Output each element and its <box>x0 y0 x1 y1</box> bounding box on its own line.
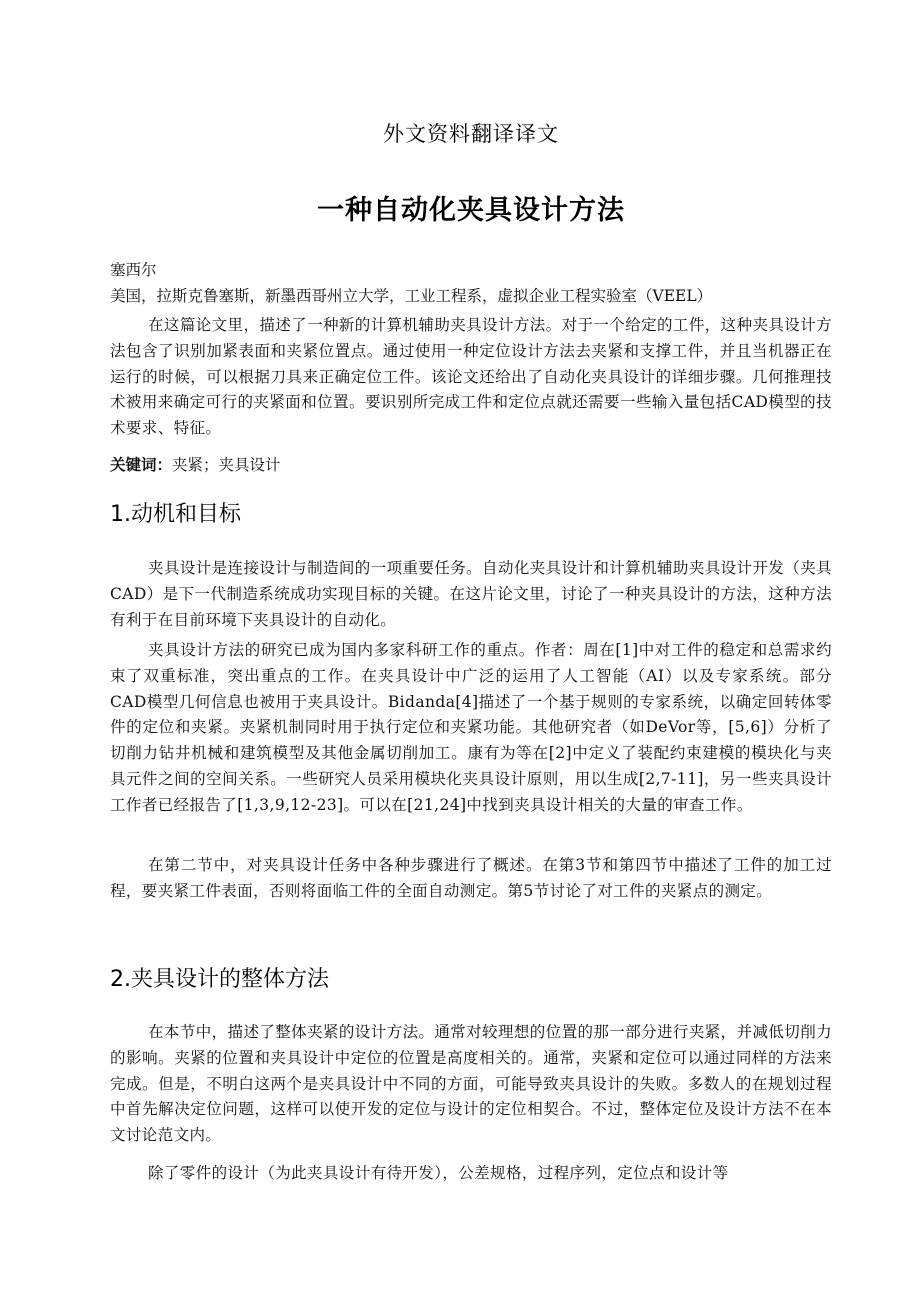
body-paragraph: 夹具设计是连接设计与制造间的一项重要任务。自动化夹具设计和计算机辅助夹具设计开发（夹具CAD）是下一代制造系统成功实现目标的关键。在这片论文里，讨论了一种夹具设计的方法，这种方法有利于在目前环境下夹具设计的自动化。 <box>110 559 832 629</box>
paper-title: 一种自动化夹具设计方法 <box>317 195 625 226</box>
keywords-value: 夹紧；夹具设计 <box>172 456 281 474</box>
body-paragraph: 在本节中，描述了整体夹紧的设计方法。通常对较理想的位置的那一部分进行夹紧，并减低切削力的影响。夹紧的位置和夹具设计中定位的位置是高度相关的。通常，夹紧和定位可以通过同样的方法来完成。但是，不明白这两个是夹具设计中不同的方面，可能导致夹具设计的失败。多数人的在规划过程中首先解决定位问题，这样可以使开发的定位与设计的定位相契合。不过，整体定位及设计方法不在本文讨论范文内。 <box>110 1023 832 1145</box>
author-name: 塞西尔 <box>110 261 157 279</box>
document-label: 外文资料翻译译文 <box>383 122 559 146</box>
body-paragraph: 在第二节中，对夹具设计任务中各种步骤进行了概述。在第3节和第四节中描述了工件的加工过程，要夹紧工件表面，否则将面临工件的全面自动测定。第5节讨论了对工件的夹紧点的测定。 <box>110 856 832 900</box>
keywords-label: 关键词： <box>110 456 173 474</box>
body-paragraph: 除了零件的设计（为此夹具设计有待开发），公差规格，过程序列，定位点和设计等 <box>148 1164 729 1182</box>
section-heading: 1.动机和目标 <box>110 502 241 527</box>
author-affiliation: 美国，拉斯克鲁塞斯，新墨西哥州立大学，工业工程系，虚拟企业工程实验室（VEEL） <box>110 287 713 305</box>
section-heading: 2.夹具设计的整体方法 <box>110 967 329 992</box>
keywords-line <box>110 455 281 475</box>
body-paragraph: 夹具设计方法的研究已成为国内多家科研工作的重点。作者：周在[1]中对工件的稳定和总需求约束了双重标准，突出重点的工作。在夹具设计中广泛的运用了人工智能（AI）以及专家系统。部分CAD模型几何信息也被用于夹具设计。Bidanda[4]描述了一个基于规则的专家系统，以确定回转体零件的定位和夹紧。夹紧机制同时用于执行定位和夹紧功能。其他研究者（如DeVor等，[5,6]）分析了切削力钻井机械和建筑模型及其他金属切削加工。康有为等在[2]中定义了装配约束建模的模块化与夹具元件之间的空间关系。一些研究人员采用模块化夹具设计原则，用以生成[2,7-11]，另一些夹具设计工作者已经报告了[1,3,9,12-23]。可以在[21,24]中找到夹具设计相关的大量的审查工作。 <box>110 641 832 814</box>
abstract-paragraph: 在这篇论文里，描述了一种新的计算机辅助夹具设计方法。对于一个给定的工件，这种夹具设计方法包含了识别加紧表面和夹紧位置点。通过使用一种定位设计方法去夹紧和支撑工件，并且当机器正在运行的时候，可以根据刀具来正确定位工件。该论文还给出了自动化夹具设计的详细步骤。几何推理技术被用来确定可行的夹紧面和位置。要识别所完成工件和定位点就还需要一些输入量包括CAD模型的技术要求、特征。 <box>110 316 832 438</box>
